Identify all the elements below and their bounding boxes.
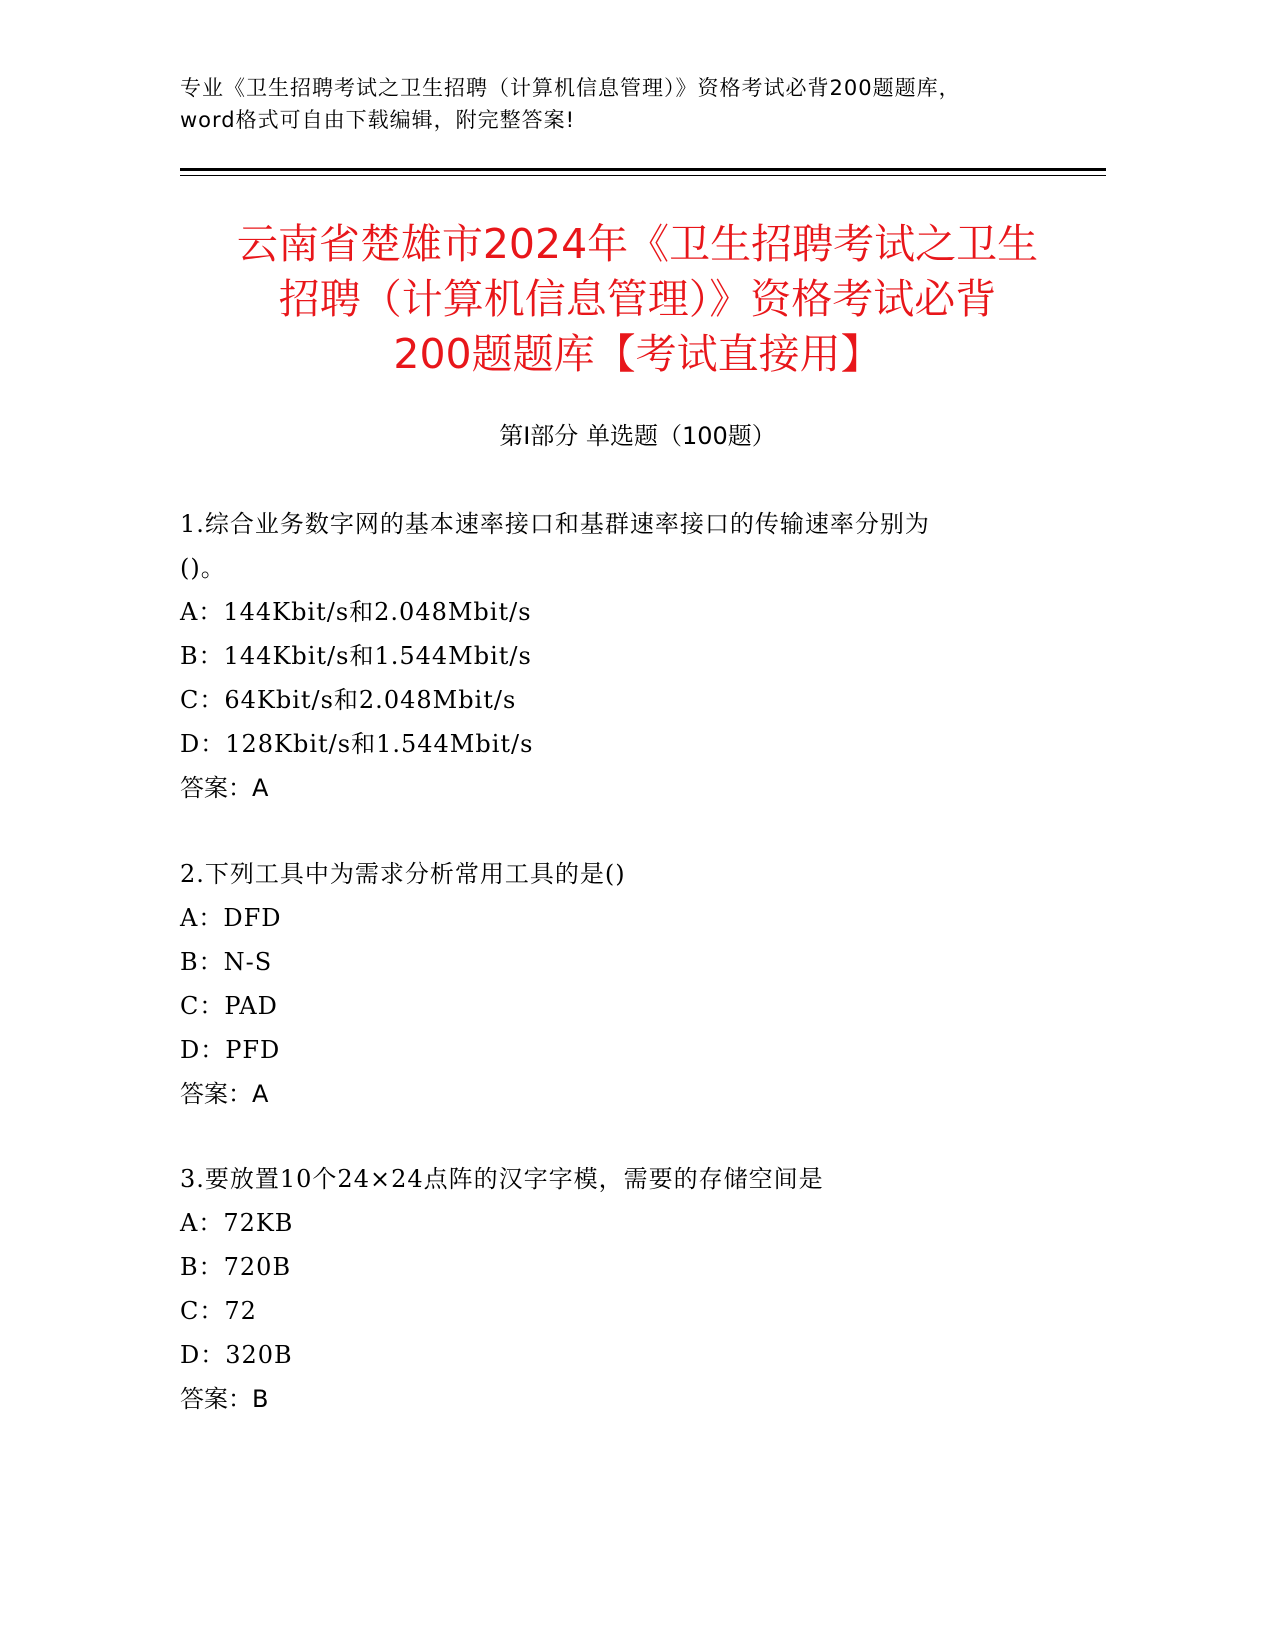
question-block [180,502,1100,810]
option-c: C：72 [180,1297,257,1325]
header-divider-thin [180,175,1106,176]
header-divider-thick [180,168,1106,171]
document-title [150,217,1125,382]
title-line: 招聘（计算机信息管理）》资格考试必背 [278,275,997,323]
question-block [180,852,1100,1116]
option-b: B：N-S [180,948,273,976]
title-line: 200题题库【考试直接用】 [393,330,882,378]
option-d: D：PFD [180,1036,281,1064]
answer: 答案：B [180,1385,269,1413]
question-stem: 2.下列工具中为需求分析常用工具的是() [180,860,626,888]
option-c: C：PAD [180,992,278,1020]
header-note-line: word格式可自由下载编辑，附完整答案! [180,108,576,132]
header-note [180,72,1110,136]
option-b: B：144Kbit/s和1.544Mbit/s [180,642,532,670]
option-a: A：DFD [180,904,282,932]
question-stem: 1.综合业务数字网的基本速率接口和基群速率接口的传输速率分别为 [180,510,930,538]
question-block [180,1157,1100,1421]
title-line: 云南省楚雄市2024年《卫生招聘考试之卫生 [236,220,1039,268]
header-note-line: 专业《卫生招聘考试之卫生招聘（计算机信息管理）》资格考试必背200题题库， [180,76,961,100]
question-stem: 3.要放置10个24×24点阵的汉字字模，需要的存储空间是 [180,1165,824,1193]
section-heading: 第Ⅰ部分 单选题（100题） [499,422,776,450]
answer: 答案：A [180,774,269,802]
question-stem: ()。 [180,554,226,582]
option-d: D：320B [180,1341,293,1369]
answer: 答案：A [180,1080,269,1108]
option-d: D：128Kbit/s和1.544Mbit/s [180,730,534,758]
option-c: C：64Kbit/s和2.048Mbit/s [180,686,517,714]
option-b: B：720B [180,1253,292,1281]
option-a: A：144Kbit/s和2.048Mbit/s [180,598,532,626]
option-a: A：72KB [180,1209,294,1237]
